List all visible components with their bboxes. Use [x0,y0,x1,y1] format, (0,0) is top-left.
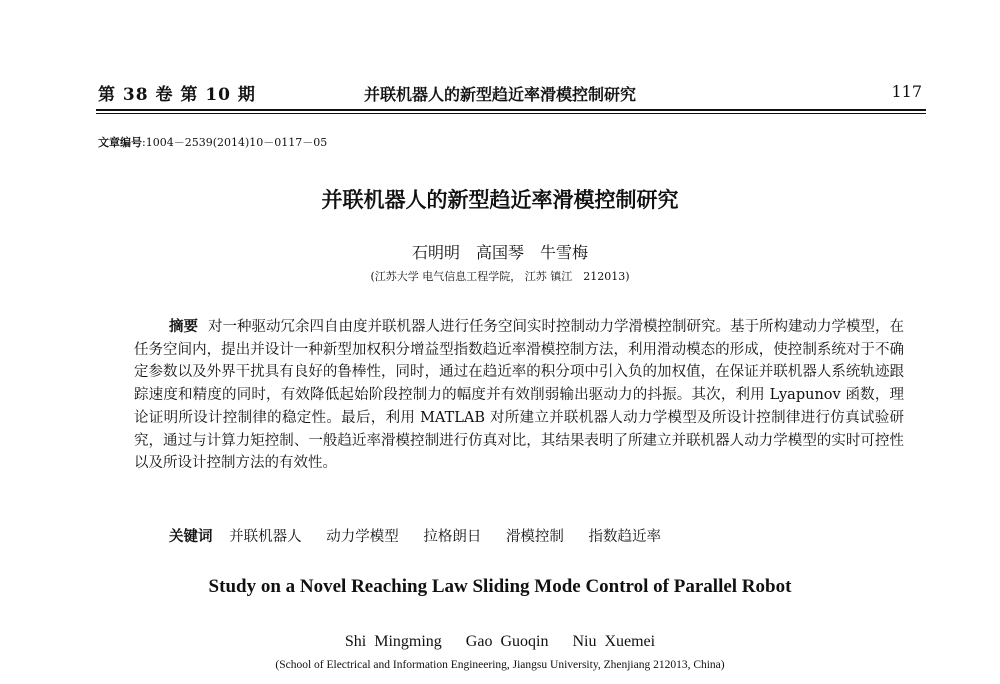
author-en: Shi Mingming [344,633,442,650]
affiliation-cn: (江苏大学 电气信息工程学院， 江苏 镇江 212013) [370,270,630,283]
article-number-value: :1004－2539(2014)10－0117－05 [142,136,328,149]
keyword: 拉格朗日 [423,529,482,545]
authors-cn: 石明明 高国琴 牛雪梅 [411,243,588,262]
article-number [98,134,327,150]
paper-title-en: Study on a Novel Reaching Law Sliding Mode Control of Parallel Robot [208,576,792,597]
header-rule-thin [96,113,926,114]
article-number-label: 文章编号 [98,136,142,149]
running-title: 并联机器人的新型趋近率滑模控制研究 [363,85,636,104]
author-en: Gao Guoqin [465,633,549,650]
abstract-text: 对一种驱动冗余四自由度并联机器人进行任务空间实时控制动力学滑模控制研究。基于所构建动力学模型，在任务空间内，提出并设计一种新型加权积分增益型指数趋近率滑模控制方法，利用滑动模态的形成，使控制系统对于不确定参数以及外界干扰具有良好的鲁棒性，同时，通过在趋近率的积分项中引入负的加权值，在保证并联机器人系统轨迹跟踪速度和精度的同时，有效降低起始阶段控制力的幅度并有效削弱输出驱动力的抖振。其次，利用 Lyapunov 函数，理论证明所设计控制律的稳定性。最后，利用 MATLAB 对所建立并联机器人动力学模型及所设计控制律进行仿真试验研究，通过与计算力矩控制、一般趋近率滑模控制进行仿真对比，其结果表明了所建立并联机器人动力学模型的实时可控性以及所设计控制方法的有效性。 [134,319,904,472]
page-number: 117 [891,82,922,101]
abstract-label: 摘要 [169,319,198,335]
author-en: Niu Xuemei [572,633,656,650]
header-rule-thick [96,109,926,111]
keyword: 滑模控制 [505,529,564,545]
authors-en [0,633,1000,651]
keywords-label: 关键词 [169,529,213,545]
keywords [169,525,681,546]
affiliation-en: (School of Electrical and Information Engineering, Jiangsu University, Zhenjiang 212013, China) [275,659,725,671]
keyword: 指数趋近率 [588,529,662,545]
abstract [134,316,904,475]
volume-issue: 第 38 卷 第 10 期 [98,85,256,105]
paper-title-cn: 并联机器人的新型趋近率滑模控制研究 [321,188,679,212]
keyword: 动力学模型 [326,529,399,545]
keyword: 并联机器人 [229,529,302,545]
